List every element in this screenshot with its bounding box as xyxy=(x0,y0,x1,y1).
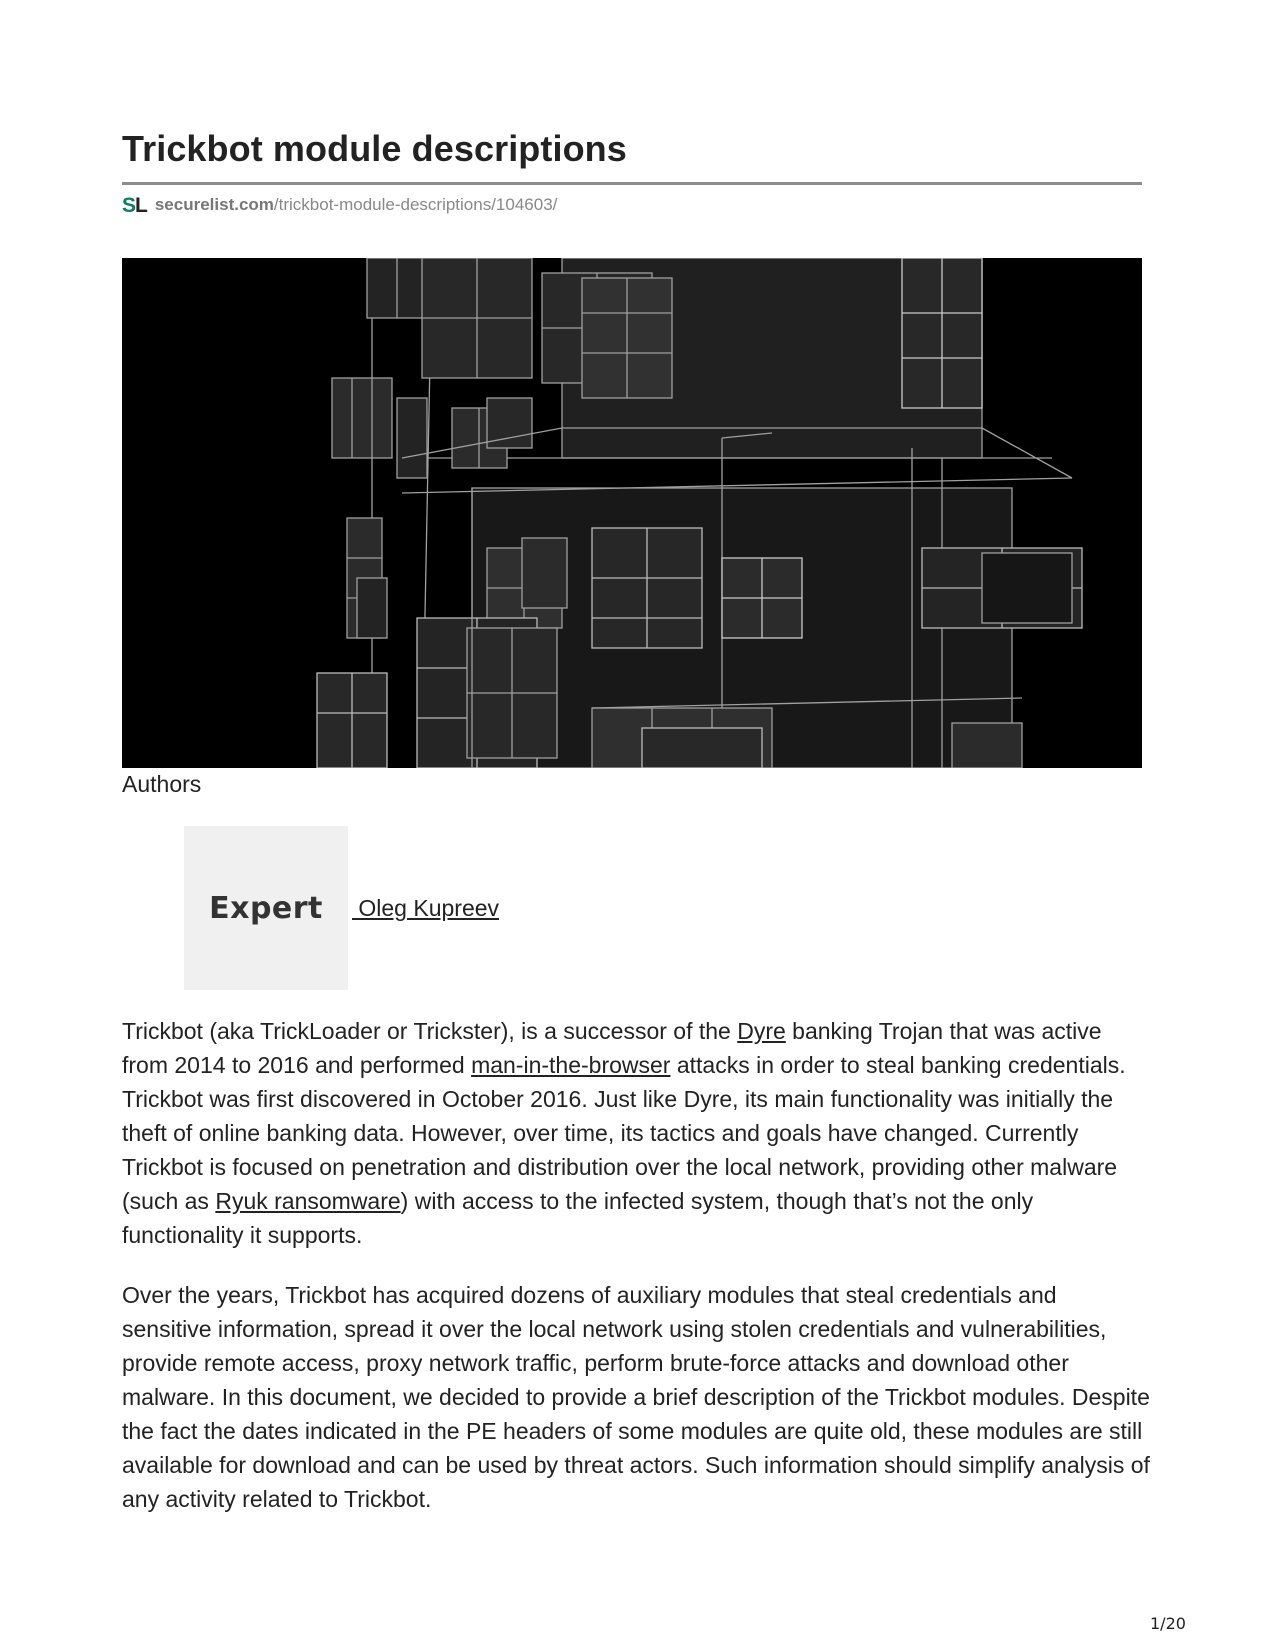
modules-paragraph: Over the years, Trickbot has acquired dozens of auxiliary modules that steal credentials and sensitive information, spread it over the local network using stolen credentials and vulnerabilities, provide remote access, proxy network traffic, perform brute-force attacks and download other malware. In this document, we decided to provide a brief description of the Trickbot modules. Despite the fact the dates indicated in the PE headers of some modules are quite old, these modules are still available for download and can be used by threat actors. Such information should simplify analysis of any activity related to Trickbot. xyxy=(122,1282,1150,1512)
source-domain: securelist.com xyxy=(154,195,274,214)
source-url[interactable] xyxy=(155,195,558,215)
page-title: Trickbot module descriptions xyxy=(122,128,627,169)
ryuk-ransomware-link[interactable]: Ryuk ransomware xyxy=(215,1188,401,1214)
author-avatar xyxy=(184,826,348,990)
source-path: /trickbot-module-descriptions/104603/ xyxy=(273,195,558,214)
securelist-logo-icon: S L xyxy=(122,193,147,217)
hero-image xyxy=(122,258,1142,768)
page-number: 1/20 xyxy=(1150,1614,1186,1633)
wireframe-building-illustration xyxy=(122,258,1142,768)
man-in-the-browser-link[interactable]: man-in-the-browser xyxy=(471,1052,671,1078)
source-line xyxy=(122,194,557,216)
dyre-link[interactable]: Dyre xyxy=(737,1018,786,1044)
author-name-link[interactable]: Oleg Kupreev xyxy=(352,895,500,921)
title-divider xyxy=(122,182,1142,185)
intro-paragraph: Trickbot (aka TrickLoader or Trickster), is a successor of the Dyre banking Trojan that was active from 2014 to 2016 and performed man-in-the-browser attacks in order to steal banking credentials. Trickbot was first discovered in October 2016. Just like Dyre, its main functionality was initially the theft of online banking data. However, over time, its tactics and goals have changed. Currently Trickbot is focused on penetration and distribution over the local network, providing other malware (such as Ryuk ransomware) with access to the infected system, though that’s not the only functionality it supports. xyxy=(122,1018,1126,1248)
expert-badge-text: Expert xyxy=(209,890,323,926)
authors-label: Authors xyxy=(122,771,202,797)
